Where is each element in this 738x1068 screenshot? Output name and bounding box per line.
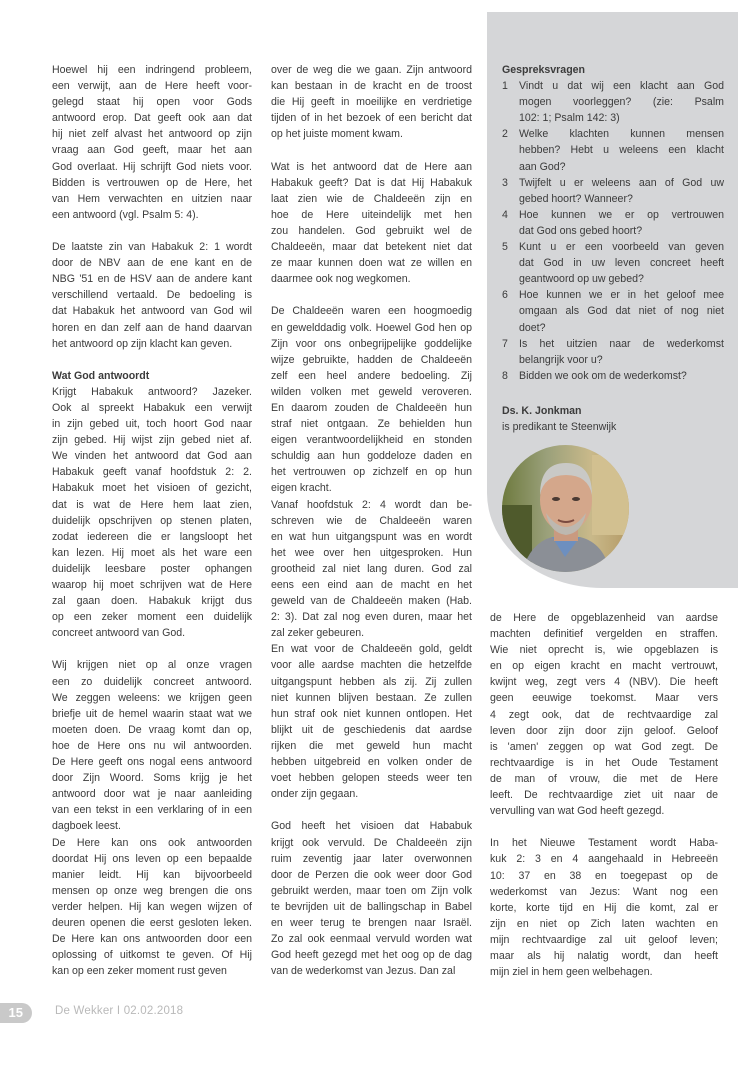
- text-line: leven door zijn door zijn geloof. Geloof: [490, 724, 718, 737]
- text-line: horen en dan zelf aan de hand daarvan: [52, 321, 252, 334]
- text-line: dagboek leest.: [52, 820, 121, 833]
- text-line: machten definitief vergelden en straffen.: [490, 628, 718, 641]
- text-line: te bevrijden uit de ballingschap in Babel: [271, 900, 472, 913]
- text-line: mogen voorleggen? (zie: Psalm: [519, 96, 724, 109]
- text-line: hij niet zelf alvast het antwoord op zijn: [52, 128, 252, 141]
- text-line: en gewelddadig volk. Hoewel God hen op: [271, 321, 472, 334]
- footer-separator: I: [116, 1005, 121, 1017]
- text-line: moeten doen. De vraag komt dan op,: [52, 723, 252, 736]
- text-line: Krijgt Habakuk antwoord? Jazeker.: [52, 385, 252, 398]
- text-line: kwijnt weg, zegt vers 4 (NBV). Die heeft: [490, 676, 718, 689]
- text-line: een antwoord (vgl. Psalm 5: 4).: [52, 208, 199, 221]
- text-line: zijn en niet op Zich laten wachten en: [490, 917, 718, 930]
- text-line: dat God ons gebed hoort?: [519, 224, 643, 237]
- text-line: wilden volken met geweld veroveren.: [271, 385, 472, 398]
- text-line: Bidden we ook om de wederkomst?: [519, 369, 687, 382]
- question-item: [502, 287, 724, 335]
- text-line: Vindt u dat wij een klacht aan God: [519, 80, 724, 93]
- text-line: 2: 3). Dat zal nog even duren, maar het: [271, 611, 472, 624]
- text-line: zou handelen. God gebruikt wel de: [271, 224, 472, 237]
- text-line: dat is wat de Here hem laat zien,: [52, 498, 252, 511]
- text-line: Zijn voor ons onbegrijpelijke goddelijke: [271, 337, 472, 350]
- text-line: Zo zal ook eenmaal vervuld worden wat: [271, 933, 472, 946]
- text-line: vervulling van wat God heeft gezegd.: [490, 805, 665, 818]
- text-line: kan bestaan in de kracht en de troost: [271, 80, 472, 93]
- text-line: kan op een zeker moment rust geven: [52, 965, 227, 978]
- paragraph: [271, 303, 472, 496]
- text-line: en op eigen kracht en macht vertrouwt,: [490, 660, 718, 673]
- text-line: mensen op onze weg brengen die ons: [52, 884, 252, 897]
- question-item: [502, 126, 724, 174]
- text-line: over de weg die we gaan. Zijn antwoord: [271, 64, 472, 76]
- text-line: vraag aan God geeft, maar het aan: [52, 144, 252, 157]
- text-line: Wie niet oprecht is, wie opgeblazen is: [490, 644, 718, 657]
- text-line: gebruikt werden, maar toen om Zijn volk: [271, 884, 472, 897]
- text-line: maar als hij nalatig wordt, dan heeft: [490, 949, 718, 962]
- text-line: briefje uit de hemel waarin staat wat we: [52, 707, 252, 720]
- text-line: doordat Hij ons leven op een bepaalde: [52, 852, 252, 865]
- text-line: en wat hun uitgangspunt was en wordt: [271, 530, 472, 543]
- text-line: Habakuk geeft? Dat is dat Hij Habakuk: [271, 176, 472, 189]
- text-line: rijken die met geweld hun macht: [271, 739, 472, 752]
- text-line: En wat voor de Chaldeeën gold, geldt: [271, 643, 472, 656]
- questions-title: Gespreksvragen: [502, 64, 586, 76]
- text-line: Bidden is vertrouwen op de Here, het: [52, 176, 252, 189]
- text-line: duidelijk opschrijven op stenen platen,: [52, 514, 252, 527]
- article-column-3: [490, 610, 718, 980]
- text-line: uitgangspunt hebben als zij. Zij zullen: [271, 675, 472, 688]
- text-line: door de Perzen die ook weer door God: [271, 868, 472, 881]
- text-line: is 'amen' zeggen op wat God zegt. De: [490, 740, 718, 753]
- text-line: geen eeuwige toekomst. Maar vers: [490, 692, 718, 705]
- paragraph: [271, 497, 472, 642]
- paragraph-gap: [271, 802, 472, 818]
- text-line: mijn ziel in hem geen welbehagen.: [490, 966, 653, 979]
- discussion-questions: [502, 62, 724, 384]
- question-number: 8: [502, 369, 508, 382]
- text-line: hoe de Here uiteindelijk met hen: [271, 208, 472, 221]
- text-line: manier leidt. Hij kan bijvoorbeeld: [52, 868, 252, 881]
- paragraph-gap: [52, 641, 252, 657]
- text-line: hebben? Hebt u weleens een klacht: [519, 144, 724, 157]
- question-text: [519, 336, 724, 368]
- text-line: de man of vrouw, die met de Here: [490, 772, 718, 785]
- text-line: 4 zegt ook, dat de rechtvaardige zal: [490, 708, 718, 721]
- text-line: zodat iedereen die er langsloopt het: [52, 530, 252, 543]
- question-text: [519, 78, 724, 126]
- text-line: aan God?: [519, 160, 566, 173]
- question-number: 1: [502, 80, 508, 93]
- paragraph: [52, 62, 252, 223]
- text-line: Hoe kunnen we er in het geloof mee: [519, 289, 724, 302]
- text-line: Hoewel hij een indringend probleem,: [52, 64, 252, 76]
- text-line: hebben uitgebreid en volken onder de: [271, 756, 472, 769]
- text-line: de Here de opgeblazenheid van aardse: [490, 612, 718, 624]
- text-line: Ook al spreekt Habakuk een verwijt: [52, 401, 252, 414]
- text-line: korte, korte tijd en Hij die komt, zal er: [490, 901, 718, 914]
- text-line: in zijn gebed uit, toch hoort God naar: [52, 418, 252, 431]
- text-line: Chaldeeën, maar dat betekent niet dat: [271, 241, 472, 254]
- text-line: Wat is het antwoord dat de Here aan: [271, 160, 472, 173]
- question-item: [502, 175, 724, 207]
- paragraph: [52, 657, 252, 834]
- text-line: De Here kan ons antwoorden door een: [52, 933, 252, 946]
- text-line: een zo duidelijk concreet antwoord.: [52, 675, 252, 688]
- question-text: [519, 207, 724, 239]
- text-line: kan lezen. Hij moet als het ware een: [52, 546, 252, 559]
- text-line: doet?: [519, 321, 546, 334]
- text-line: die Hij geeft in moeilijke en verdrietige: [271, 96, 472, 109]
- text-line: voet hebben gelopen steeds weer ten: [271, 772, 472, 785]
- text-line: Vanaf hoofdstuk 2: 4 wordt dan be-: [271, 498, 472, 511]
- article-column-1: [52, 62, 252, 979]
- text-line: schreven wie de Chaldeeën waren: [271, 514, 472, 527]
- text-line: daarmee ook nog wegkomen.: [271, 273, 411, 286]
- text-line: van Hem verwachten en uitzien naar: [52, 192, 252, 205]
- paragraph: [271, 159, 472, 288]
- question-number: 3: [502, 176, 508, 189]
- text-line: We vinden het antwoord dat God aan: [52, 450, 252, 463]
- text-line: dat God in uw leven concreet heeft: [519, 257, 724, 270]
- article-column-2: [271, 62, 472, 979]
- text-line: op het juiste moment kwam.: [271, 128, 403, 141]
- paragraph-gap: [52, 352, 252, 368]
- author-credit: [502, 403, 616, 435]
- question-item: [502, 207, 724, 239]
- text-line: blijkt uit de geschiedenis dat aardse: [271, 723, 472, 736]
- text-line: verschillend vertaald. De bedoeling is: [52, 289, 252, 302]
- text-line: eigen verantwoordelijkheid en stonden: [271, 434, 472, 447]
- text-line: grootheid zal niet lang duren. God zal: [271, 562, 472, 575]
- question-text: [519, 175, 724, 207]
- text-line: antwoord erop. Dat geeft ook aan dat: [52, 112, 252, 125]
- text-line: omgaan als God dat niet of nog niet: [519, 305, 724, 318]
- paragraph: [490, 610, 718, 819]
- paragraph: [271, 641, 472, 802]
- paragraph-gap: [271, 142, 472, 158]
- text-line: NBG '51 en de HSV aan de andere kant: [52, 273, 252, 286]
- author-photo: [502, 445, 629, 572]
- text-line: antwoord door wat je naar aanleiding: [52, 788, 252, 801]
- text-line: een verwijt, aan de Here heeft voor-: [52, 80, 252, 93]
- paragraph-gap: [271, 287, 472, 303]
- text-line: niet kunnen blijven bestaan. Ze zullen: [271, 691, 472, 704]
- paragraph-gap: [52, 223, 252, 239]
- text-line: zal zeker gebeuren.: [271, 627, 365, 640]
- text-line: van een tekst in een verklaring of in een: [52, 804, 252, 817]
- text-line: het antwoord op zijn klacht kan geven.: [52, 337, 233, 350]
- text-line: De Here kan ons ook antwoorden: [52, 836, 252, 849]
- author-role: is predikant te Steenwijk: [502, 421, 617, 434]
- question-item: [502, 368, 724, 384]
- text-line: door Zijn Woord. Soms krijg je het: [52, 772, 252, 785]
- text-line: Twijfelt u er weleens aan of God uw: [519, 176, 724, 189]
- question-number: 5: [502, 241, 508, 254]
- text-line: het vertrouwen op zichzelf en op hun: [271, 466, 472, 479]
- text-line: Habakuk moet het visioen of gezicht,: [52, 482, 252, 495]
- text-line: rechtvaardige is in het Oude Testament: [490, 756, 718, 769]
- text-line: kuk 2: 3 en 4 aangehaald in Hebreeën: [490, 853, 718, 866]
- text-line: door de NBV aan de ene kant en de: [52, 257, 252, 270]
- paragraph: [490, 835, 718, 980]
- page-number: 15: [8, 1005, 23, 1020]
- text-line: geweld van de Chaldeeën maken (Hab.: [271, 595, 472, 608]
- question-item: [502, 239, 724, 287]
- text-line: concreet antwoord van God.: [52, 627, 186, 640]
- text-line: het wee over hen uitgesproken. Hun: [271, 546, 472, 559]
- text-line: geantwoord op uw gebed?: [519, 273, 644, 286]
- text-line: gebed hoort? Wanneer?: [519, 192, 633, 205]
- text-line: Kunt u er een voorbeeld van geven: [519, 241, 724, 254]
- question-text: [519, 126, 724, 174]
- text-line: zal gaan doen. Habakuk krijgt dus: [52, 595, 252, 608]
- text-line: Wij krijgen niet op al onze vragen: [52, 659, 252, 672]
- text-line: deuren openen die eerst gesloten leken.: [52, 916, 252, 929]
- question-number: 7: [502, 337, 508, 350]
- text-line: De laatste zin van Habakuk 2: 1 wordt: [52, 241, 252, 254]
- paragraph: [271, 62, 472, 142]
- text-line: God heeft het visioen dat Hababuk: [271, 820, 472, 833]
- text-line: tijden of in het bezoek of een bericht dat: [271, 112, 472, 125]
- question-number: 6: [502, 289, 508, 302]
- text-line: God overlaat. Hij schrijft God niets voor.: [52, 160, 252, 173]
- page-number-badge: [0, 1003, 32, 1023]
- text-line: ruim zeventig jaar later overwonnen: [271, 852, 472, 865]
- text-line: eigen kracht.: [271, 482, 332, 495]
- section-heading: Wat God antwoordt: [52, 369, 150, 382]
- text-line: en weer terug te brengen naar Israël.: [271, 916, 472, 929]
- question-number: 4: [502, 208, 508, 221]
- text-line: eens een eind aan de macht en het: [271, 579, 472, 591]
- text-line: We zeggen weleens: we krijgen geen: [52, 691, 252, 704]
- text-line: Is het uitzien naar de wederkomst: [519, 337, 724, 350]
- text-line: gelegd staat hij open voor Gods: [52, 96, 252, 109]
- text-line: voor alle aardse machten die hetzelfde: [271, 659, 472, 672]
- question-text: [519, 287, 724, 335]
- text-line: hun straf ook niet kunnen ontlopen. Het: [271, 707, 472, 720]
- paragraph: [52, 239, 252, 352]
- paragraph-gap: [490, 819, 718, 835]
- text-line: onder zijn gegaan.: [271, 788, 359, 801]
- text-line: wederkomst van Jezus: Want nog een: [490, 885, 718, 898]
- paragraph: [52, 835, 252, 980]
- text-line: wijze gebruikte, hadden de Chaldeeën: [271, 353, 472, 366]
- text-line: zelf een heel andere bedoeling. Zij: [271, 369, 472, 382]
- text-line: De Here geeft ons nogal eens antwoord: [52, 756, 252, 769]
- text-line: 102: 1; Psalm 142: 3): [519, 112, 620, 125]
- text-line: belangrijk voor u?: [519, 353, 603, 366]
- text-line: straf niet ontgaan. Ze behielden hun: [271, 418, 472, 431]
- text-line: zijn gebed. Hij wijst zijn gebed niet af.: [52, 434, 252, 447]
- text-line: mijn rechtvaardige zal uit geloof leven;: [490, 933, 718, 946]
- question-item: [502, 336, 724, 368]
- text-line: hoe de Here ons nu wil antwoorden.: [52, 739, 252, 752]
- text-line: God heeft gezegd met het oog op de dag: [271, 949, 472, 962]
- question-number: 2: [502, 128, 508, 141]
- text-line: duidelijk leesbare poster ophangen: [52, 562, 252, 575]
- author-name: Ds. K. Jonkman: [502, 405, 582, 417]
- publication-name: De Wekker: [55, 1005, 114, 1017]
- text-line: En daarom zouden de Chaldeeën hun: [271, 401, 472, 414]
- text-line: leeft. De rechtvaardige ziet uit naar de: [490, 789, 718, 802]
- text-line: oplossing of uitkomst te geven. Of Hij: [52, 949, 252, 962]
- footer: [55, 1005, 183, 1017]
- text-line: schuldig aan hun goddeloze daden en: [271, 450, 472, 463]
- text-line: In het Nieuwe Testament wordt Haba-: [490, 837, 718, 850]
- text-line: verder helpen. Hij kan wegen wijzen of: [52, 900, 252, 913]
- text-line: van de wederkomst van Jezus. Dan zal: [271, 965, 456, 978]
- question-text: [519, 368, 724, 384]
- text-line: 10: 37 en 38 en toegepast op de: [490, 869, 718, 882]
- question-text: [519, 239, 724, 287]
- text-line: Habakuk geeft vanaf hoofdstuk 2: 2.: [52, 466, 252, 479]
- issue-date: 02.02.2018: [123, 1005, 184, 1017]
- text-line: laat zien wie de Chaldeeën zijn en: [271, 192, 472, 205]
- paragraph: [271, 818, 472, 979]
- paragraph: [52, 384, 252, 642]
- text-line: De Chaldeeën waren een hoogmoedig: [271, 305, 472, 318]
- text-line: op een zeker moment een duidelijk: [52, 611, 252, 624]
- question-item: [502, 78, 724, 126]
- text-line: ze maar kunnen doen wat ze willen en: [271, 257, 472, 270]
- text-line: Welke klachten kunnen mensen: [519, 128, 724, 141]
- text-line: waarop hij moet schrijven wat de Here: [52, 579, 252, 591]
- text-line: dat Habakuk het antwoord van God wil: [52, 305, 252, 318]
- text-line: krijgt ook vervuld. De Chaldeeën zijn: [271, 836, 472, 849]
- text-line: Hoe kunnen we er op vertrouwen: [519, 208, 724, 221]
- questions-list: [502, 78, 724, 384]
